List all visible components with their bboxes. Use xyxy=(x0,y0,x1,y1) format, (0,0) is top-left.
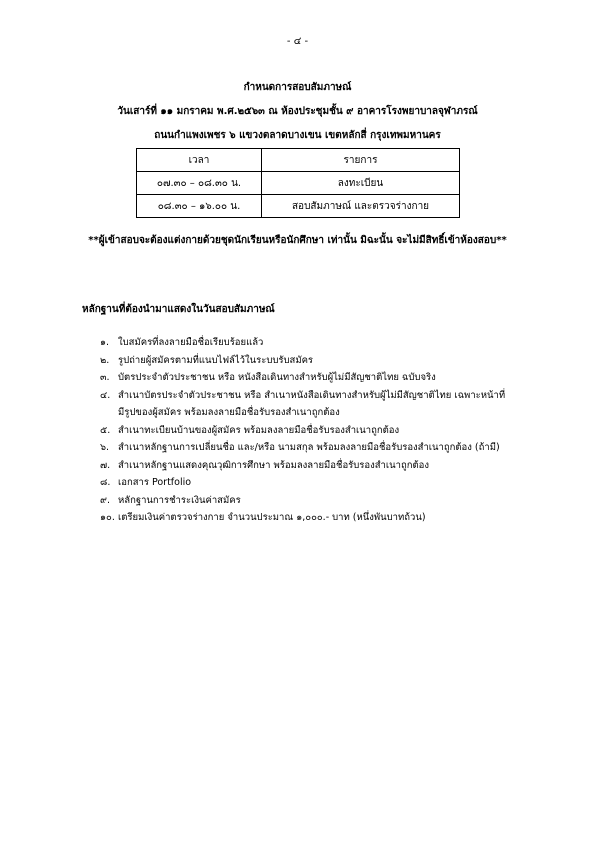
time-cell: ๐๘.๓๐ – ๑๖.๐๐ น. xyxy=(137,195,262,218)
list-item xyxy=(100,422,540,440)
table-header-row xyxy=(137,149,460,172)
item-text-continued: มีรูปของผู้สมัคร พร้อมลงลายมือชื่อรับรองสำเนาถูกต้อง xyxy=(118,407,340,418)
item-number: ๙. xyxy=(100,494,110,506)
list-item xyxy=(100,334,540,352)
list-item xyxy=(100,457,540,475)
page-title: กำหนดการสอบสัมภาษณ์ xyxy=(243,82,352,93)
item-number: ๖. xyxy=(100,442,110,453)
list-item xyxy=(100,492,540,510)
item-number: ๓. xyxy=(100,372,110,383)
item-text: สำเนาหลักฐานแสดงคุณวุฒิการศึกษา พร้อมลงลายมือชื่อรับรองสำเนาถูกต้อง xyxy=(118,459,429,471)
item-number: ๗. xyxy=(100,459,111,471)
item-number: ๘. xyxy=(100,477,111,488)
documents-heading: หลักฐานที่ต้องนำมาแสดงในวันสอบสัมภาษณ์ xyxy=(82,304,275,315)
item-text: ใบสมัครที่ลงลายมือชื่อเรียบร้อยแล้ว xyxy=(118,337,264,348)
item-text: หลักฐานการชำระเงินค่าสมัคร xyxy=(118,494,241,506)
time-cell: ๐๗.๓๐ – ๐๘.๓๐ น. xyxy=(137,172,262,195)
list-item xyxy=(100,387,540,422)
list-item xyxy=(100,509,540,527)
page-number: - ๔ - xyxy=(286,36,309,47)
column-header-time: เวลา xyxy=(137,149,262,172)
item-cell: สอบสัมภาษณ์ และตรวจร่างกาย xyxy=(262,195,460,218)
list-item xyxy=(100,369,540,387)
item-number: ๕. xyxy=(100,424,111,436)
list-item xyxy=(100,352,540,370)
item-text: เตรียมเงินค่าตรวจร่างกาย จำนวนประมาณ ๑,๐๐๐.- บาท (หนึ่งพันบาทถ้วน) xyxy=(118,512,426,523)
date-venue-line: วันเสาร์ที่ ๑๑ มกราคม พ.ศ.๒๕๖๓ ณ ห้องประชุมชั้น ๙ อาคารโรงพยาบาลจุฬาภรณ์ xyxy=(117,106,478,117)
item-number: ๒. xyxy=(100,354,110,366)
table-row xyxy=(137,172,460,195)
documents-list xyxy=(100,334,540,527)
item-cell: ลงทะเบียน xyxy=(262,172,460,195)
schedule-header xyxy=(0,76,595,148)
list-item xyxy=(100,439,540,457)
item-text: เอกสาร Portfolio xyxy=(118,477,192,488)
dress-code-notice: **ผู้เข้าสอบจะต้องแต่งกายด้วยชุดนักเรียนหรือนักศึกษา เท่านั้น มิฉะนั้น จะไม่มีสิทธิ์เข้าห้องสอบ** xyxy=(88,235,507,246)
item-text: รูปถ่ายผู้สมัครตามที่แนบไฟล์ไว้ในระบบรับสมัคร xyxy=(118,354,314,366)
item-text: สำเนาบัตรประจำตัวประชาชน หรือ สำเนาหนังสือเดินทางสำหรับผู้ไม่มีสัญชาติไทย เฉพาะหน้าที่ xyxy=(118,389,506,401)
item-number: ๑๐. xyxy=(100,512,115,523)
item-number: ๑. xyxy=(100,337,110,348)
item-text: สำเนาหลักฐานการเปลี่ยนชื่อ และ/หรือ นามสกุล พร้อมลงลายมือชื่อรับรองสำเนาถูกต้อง (ถ้ามี) xyxy=(118,442,500,453)
item-number: ๔. xyxy=(100,389,111,401)
list-item xyxy=(100,474,540,492)
schedule-table xyxy=(136,148,460,218)
table-row xyxy=(137,195,460,218)
address-line: ถนนกำแพงเพชร ๖ แขวงตลาดบางเขน เขตหลักสี่ กรุงเทพมหานคร xyxy=(154,130,441,141)
item-text: บัตรประจำตัวประชาชน หรือ หนังสือเดินทางสำหรับผู้ไม่มีสัญชาติไทย ฉบับจริง xyxy=(118,372,436,383)
item-text: สำเนาทะเบียนบ้านของผู้สมัคร พร้อมลงลายมือชื่อรับรองสำเนาถูกต้อง xyxy=(118,424,400,436)
column-header-item: รายการ xyxy=(262,149,460,172)
